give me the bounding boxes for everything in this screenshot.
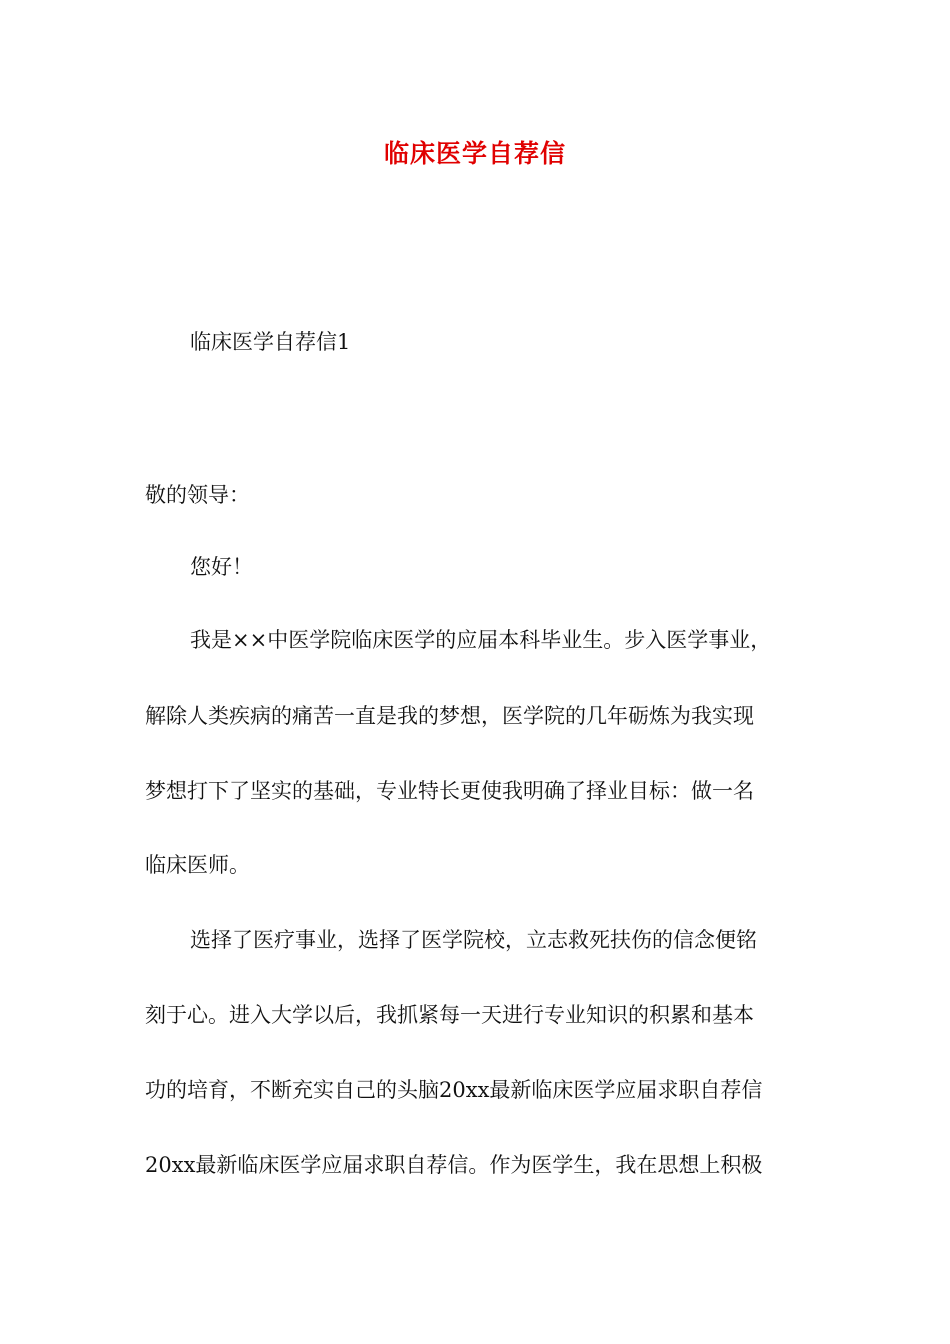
greeting: 您好！ — [190, 555, 253, 579]
section-heading: 临床医学自荐信1 — [190, 330, 351, 354]
document-title: 临床医学自荐信 — [383, 139, 566, 168]
paragraph-line: 梦想打下了坚实的基础，专业特长更使我明确了择业目标：做一名 — [145, 779, 754, 803]
paragraph-line: 选择了医疗事业，选择了医学院校，立志救死扶伤的信念便铭 — [190, 928, 757, 952]
paragraph-line: 功的培育，不断充实自己的头脑20xx最新临床医学应届求职自荐信 — [145, 1078, 763, 1102]
paragraph-line: 解除人类疾病的痛苦一直是我的梦想，医学院的几年砺炼为我实现 — [145, 704, 754, 728]
paragraph-line: 我是××中医学院临床医学的应届本科毕业生。步入医学事业， — [190, 628, 772, 652]
paragraph-line: 临床医师。 — [145, 853, 250, 877]
paragraph-line: 刻于心。进入大学以后，我抓紧每一天进行专业知识的积累和基本 — [145, 1003, 754, 1027]
paragraph-line: 20xx最新临床医学应届求职自荐信。作为医学生，我在思想上积极 — [145, 1153, 763, 1177]
salutation: 敬的领导： — [145, 483, 250, 507]
